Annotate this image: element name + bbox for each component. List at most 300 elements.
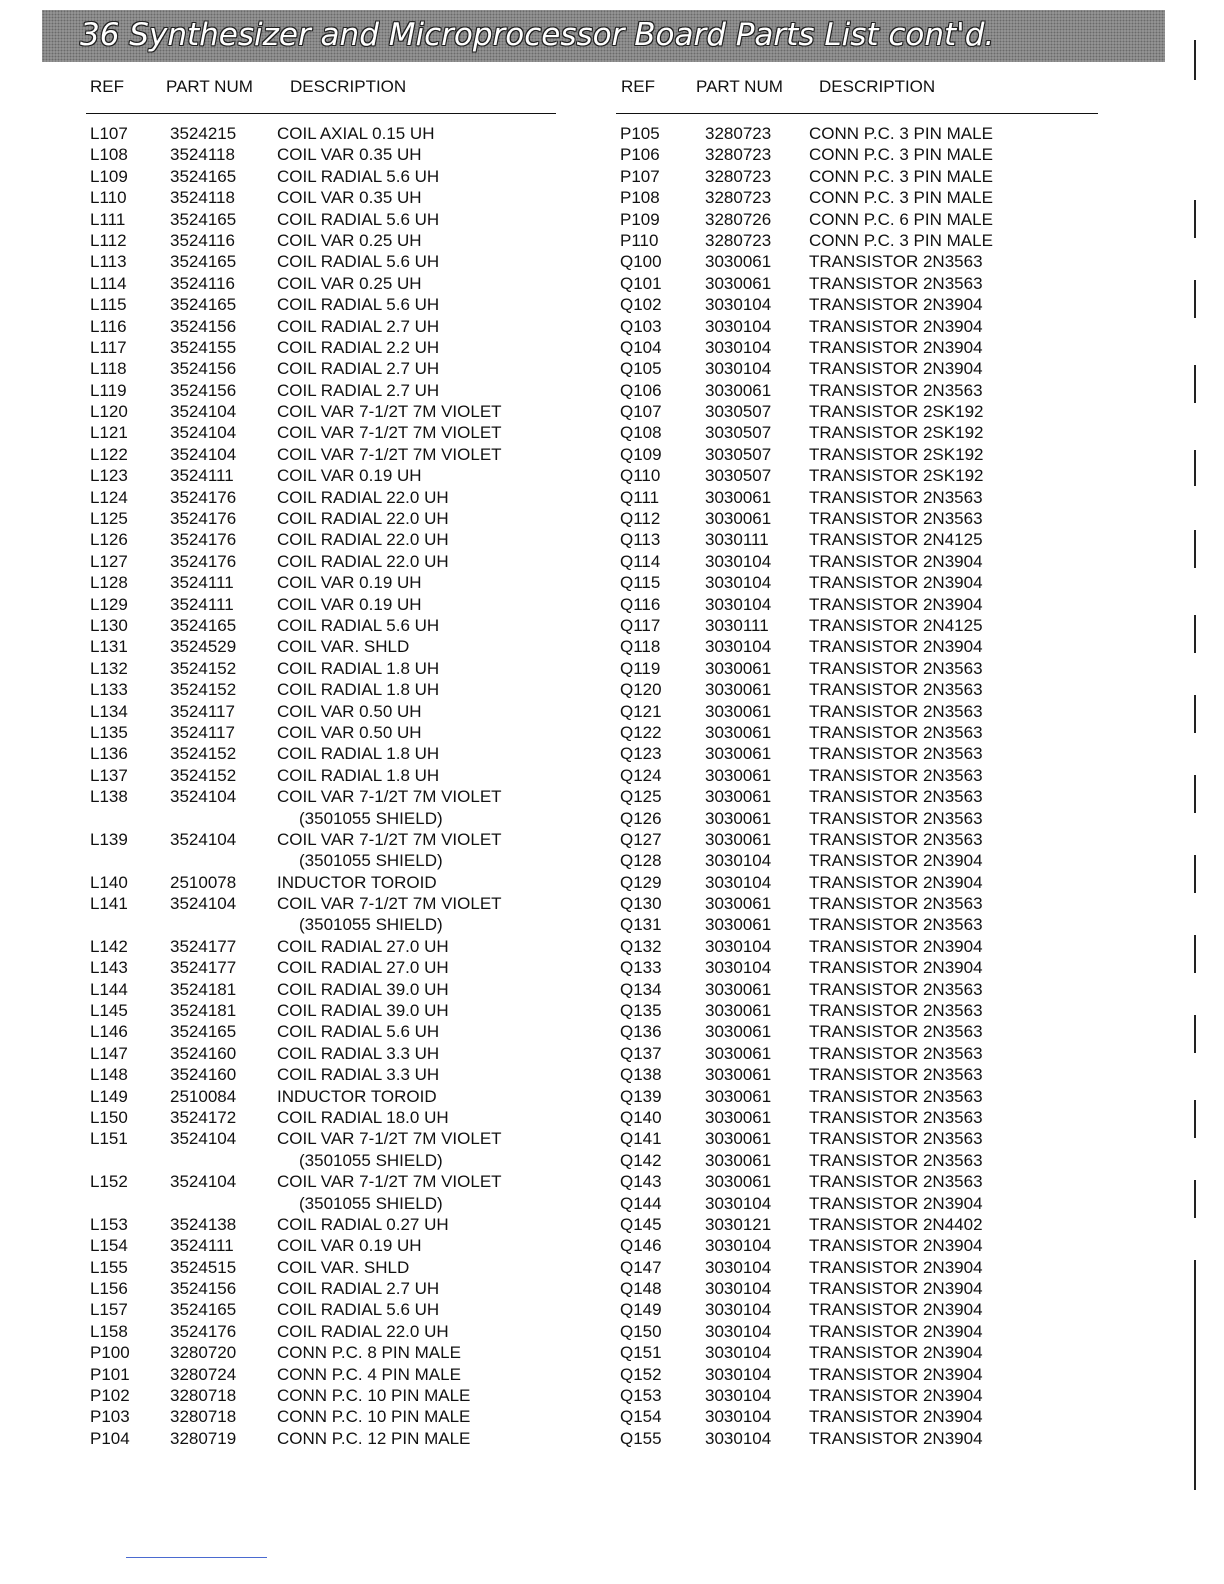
ref-cell: L151 bbox=[90, 1129, 128, 1149]
description-cell: COIL VAR 0.35 UH bbox=[277, 145, 422, 165]
ref-cell: L122 bbox=[90, 444, 128, 464]
table-row bbox=[86, 1021, 556, 1042]
part-num-cell: 3030507 bbox=[705, 423, 772, 443]
table-row bbox=[86, 658, 556, 679]
part-num-cell: 3524111 bbox=[170, 594, 234, 614]
part-num-cell: 3030121 bbox=[705, 1214, 772, 1234]
ref-cell: L129 bbox=[90, 594, 128, 614]
table-row bbox=[86, 1193, 556, 1214]
description-cell: COIL VAR. SHLD bbox=[277, 1257, 410, 1277]
table-row bbox=[616, 658, 1098, 679]
description-cell: COIL RADIAL 27.0 UH bbox=[277, 958, 449, 978]
ref-cell: L114 bbox=[90, 273, 127, 293]
table-row bbox=[616, 230, 1098, 251]
part-num-cell: 3030104 bbox=[705, 872, 772, 892]
part-num-cell: 3524160 bbox=[170, 1043, 237, 1063]
ref-cell: Q139 bbox=[620, 1086, 662, 1106]
part-num-cell: 3030061 bbox=[705, 1086, 772, 1106]
ref-cell: L156 bbox=[90, 1279, 128, 1299]
description-cell: COIL VAR 7-1/2T 7M VIOLET bbox=[277, 423, 502, 443]
part-num-cell: 3030061 bbox=[705, 487, 772, 507]
column-header bbox=[616, 70, 1098, 104]
part-num-cell: 2510078 bbox=[170, 872, 237, 892]
ref-cell: P100 bbox=[90, 1343, 130, 1363]
ref-cell: L125 bbox=[90, 509, 128, 529]
part-num-cell: 3030061 bbox=[705, 1172, 772, 1192]
part-num-cell: 3524152 bbox=[170, 658, 237, 678]
table-row bbox=[86, 1214, 556, 1235]
description-cell: TRANSISTOR 2SK192 bbox=[809, 466, 984, 486]
table-row bbox=[86, 123, 556, 144]
description-cell: COIL RADIAL 3.3 UH bbox=[277, 1043, 440, 1063]
part-num-cell: 3524165 bbox=[170, 1022, 237, 1042]
part-num-cell: 3030104 bbox=[705, 316, 772, 336]
part-num-cell: 3030061 bbox=[705, 658, 772, 678]
part-num-cell: 3524181 bbox=[170, 979, 237, 999]
ref-cell: Q131 bbox=[620, 915, 662, 935]
table-row bbox=[616, 508, 1098, 529]
ref-cell: L144 bbox=[90, 979, 128, 999]
ref-cell: Q130 bbox=[620, 894, 662, 914]
table-row bbox=[616, 273, 1098, 294]
description-cell: COIL RADIAL 0.27 UH bbox=[277, 1214, 449, 1234]
part-num-cell: 3524156 bbox=[170, 316, 237, 336]
description-cell: COIL RADIAL 5.6 UH bbox=[277, 1022, 440, 1042]
description-cell: COIL VAR 0.25 UH bbox=[277, 273, 422, 293]
description-cell: TRANSISTOR 2N3563 bbox=[809, 1129, 983, 1149]
description-cell: COIL RADIAL 5.6 UH bbox=[277, 1300, 440, 1320]
description-cell: COIL VAR 0.50 UH bbox=[277, 701, 422, 721]
table-row bbox=[616, 679, 1098, 700]
description-cell: COIL RADIAL 22.0 UH bbox=[277, 509, 449, 529]
part-num-cell: 3280723 bbox=[705, 188, 772, 208]
part-num-cell: 3524181 bbox=[170, 1001, 237, 1021]
part-num-cell: 3030104 bbox=[705, 1343, 772, 1363]
part-num-cell: 3030061 bbox=[705, 380, 772, 400]
ref-cell: Q115 bbox=[620, 573, 661, 593]
ref-cell: Q106 bbox=[620, 380, 662, 400]
part-num-cell: 3524176 bbox=[170, 487, 237, 507]
footer-rule bbox=[126, 1557, 267, 1558]
ref-cell: Q112 bbox=[620, 509, 661, 529]
ref-cell: L123 bbox=[90, 466, 128, 486]
part-num-cell: 3030061 bbox=[705, 1001, 772, 1021]
table-row bbox=[86, 1107, 556, 1128]
description-cell: TRANSISTOR 2N3563 bbox=[809, 252, 983, 272]
table-row bbox=[86, 401, 556, 422]
ref-cell: L112 bbox=[90, 230, 127, 250]
part-num-cell: 3524165 bbox=[170, 1300, 237, 1320]
table-row bbox=[616, 1021, 1098, 1042]
ref-cell: Q117 bbox=[620, 615, 661, 635]
header-rule bbox=[86, 113, 556, 114]
ref-cell: Q120 bbox=[620, 680, 662, 700]
ref-cell: L133 bbox=[90, 680, 128, 700]
ref-cell: L117 bbox=[90, 337, 127, 357]
description-cell: CONN P.C. 10 PIN MALE bbox=[277, 1386, 471, 1406]
table-row bbox=[616, 1000, 1098, 1021]
ref-cell: Q149 bbox=[620, 1300, 662, 1320]
table-row bbox=[616, 1128, 1098, 1149]
part-num-cell: 3030104 bbox=[705, 958, 772, 978]
table-row bbox=[86, 444, 556, 465]
description-cell: COIL VAR 0.19 UH bbox=[277, 1236, 422, 1256]
table-row bbox=[616, 337, 1098, 358]
table-row bbox=[616, 1064, 1098, 1085]
table-row bbox=[616, 957, 1098, 978]
part-num-cell: 3030104 bbox=[705, 851, 772, 871]
ref-cell: P103 bbox=[90, 1407, 130, 1427]
ref-cell: Q104 bbox=[620, 337, 662, 357]
ref-cell: P104 bbox=[90, 1428, 130, 1448]
table-row bbox=[616, 701, 1098, 722]
table-row bbox=[86, 358, 556, 379]
table-row bbox=[616, 444, 1098, 465]
description-cell: TRANSISTOR 2N3563 bbox=[809, 722, 983, 742]
part-num-cell: 3030061 bbox=[705, 252, 772, 272]
part-num-cell: 3524104 bbox=[170, 1129, 237, 1149]
ref-cell: Q155 bbox=[620, 1428, 662, 1448]
ref-cell: L119 bbox=[90, 380, 127, 400]
description-cell: COIL VAR 0.35 UH bbox=[277, 188, 422, 208]
table-row bbox=[616, 529, 1098, 550]
description-cell: COIL RADIAL 3.3 UH bbox=[277, 1065, 440, 1085]
description-cell: TRANSISTOR 2N3563 bbox=[809, 1086, 983, 1106]
header-ref: REF bbox=[621, 77, 655, 96]
part-num-cell: 3030104 bbox=[705, 1321, 772, 1341]
ref-cell: Q116 bbox=[620, 594, 661, 614]
table-row bbox=[616, 615, 1098, 636]
part-num-cell: 3524111 bbox=[170, 1236, 234, 1256]
description-cell: TRANSISTOR 2N3563 bbox=[809, 915, 983, 935]
part-num-cell: 3524165 bbox=[170, 295, 237, 315]
ref-cell: Q152 bbox=[620, 1364, 662, 1384]
table-row bbox=[616, 551, 1098, 572]
description-cell: TRANSISTOR 2N4402 bbox=[809, 1214, 983, 1234]
ref-cell: Q141 bbox=[620, 1129, 662, 1149]
table-row bbox=[86, 465, 556, 486]
description-cell: TRANSISTOR 2N3563 bbox=[809, 1150, 983, 1170]
part-num-cell: 3524104 bbox=[170, 1172, 237, 1192]
description-cell: INDUCTOR TOROID bbox=[277, 1086, 437, 1106]
table-row bbox=[616, 1406, 1098, 1427]
part-num-cell: 3524165 bbox=[170, 615, 237, 635]
description-cell: TRANSISTOR 2N3904 bbox=[809, 551, 983, 571]
ref-cell: L154 bbox=[90, 1236, 128, 1256]
part-num-cell: 3030104 bbox=[705, 1364, 772, 1384]
description-cell: TRANSISTOR 2SK192 bbox=[809, 402, 984, 422]
ref-cell: Q129 bbox=[620, 872, 662, 892]
description-cell: COIL VAR 0.25 UH bbox=[277, 230, 422, 250]
table-row bbox=[616, 1385, 1098, 1406]
ref-cell: Q135 bbox=[620, 1001, 662, 1021]
description-cell: TRANSISTOR 2N3904 bbox=[809, 1343, 983, 1363]
table-row bbox=[616, 1193, 1098, 1214]
parts-list bbox=[616, 123, 1098, 1449]
part-num-cell: 3030104 bbox=[705, 1428, 772, 1448]
ref-cell: L155 bbox=[90, 1257, 128, 1277]
part-num-cell: 3524165 bbox=[170, 252, 237, 272]
description-cell: TRANSISTOR 2N3904 bbox=[809, 1428, 983, 1448]
part-num-cell: 3524117 bbox=[170, 722, 235, 742]
description-cell: TRANSISTOR 2N3563 bbox=[809, 765, 983, 785]
ref-cell: L118 bbox=[90, 359, 127, 379]
part-num-cell: 3030061 bbox=[705, 787, 772, 807]
part-num-cell: 3030104 bbox=[705, 1257, 772, 1277]
part-num-cell: 3524152 bbox=[170, 680, 237, 700]
table-row bbox=[86, 957, 556, 978]
ref-cell: L126 bbox=[90, 530, 128, 550]
table-row bbox=[616, 1321, 1098, 1342]
description-cell: TRANSISTOR 2N3904 bbox=[809, 1321, 983, 1341]
table-row bbox=[86, 380, 556, 401]
ref-cell: Q144 bbox=[620, 1193, 662, 1213]
ref-cell: Q121 bbox=[620, 701, 662, 721]
description-cell: TRANSISTOR 2N3563 bbox=[809, 1065, 983, 1085]
description-cell: CONN P.C. 6 PIN MALE bbox=[809, 209, 993, 229]
description-cell: TRANSISTOR 2N3904 bbox=[809, 337, 983, 357]
ref-cell: L135 bbox=[90, 722, 128, 742]
ref-cell: L111 bbox=[90, 209, 126, 229]
ref-cell: L149 bbox=[90, 1086, 128, 1106]
part-num-cell: 3524176 bbox=[170, 551, 237, 571]
table-row bbox=[86, 529, 556, 550]
description-cell: TRANSISTOR 2N3904 bbox=[809, 1407, 983, 1427]
table-row bbox=[616, 251, 1098, 272]
ref-cell: L148 bbox=[90, 1065, 128, 1085]
ref-cell: Q136 bbox=[620, 1022, 662, 1042]
description-cell: TRANSISTOR 2N3904 bbox=[809, 1386, 983, 1406]
table-row bbox=[616, 1043, 1098, 1064]
part-num-cell: 3524118 bbox=[170, 188, 235, 208]
ref-cell: Q124 bbox=[620, 765, 662, 785]
ref-cell: P109 bbox=[620, 209, 660, 229]
part-num-cell: 3524104 bbox=[170, 894, 237, 914]
description-cell: CONN P.C. 10 PIN MALE bbox=[277, 1407, 471, 1427]
part-num-cell: 3030061 bbox=[705, 829, 772, 849]
description-cell: TRANSISTOR 2N3904 bbox=[809, 594, 983, 614]
part-num-cell: 3524160 bbox=[170, 1065, 237, 1085]
description-cell: (3501055 SHIELD) bbox=[299, 851, 443, 871]
description-cell: CONN P.C. 4 PIN MALE bbox=[277, 1364, 461, 1384]
description-cell: CONN P.C. 3 PIN MALE bbox=[809, 188, 993, 208]
part-num-cell: 3030061 bbox=[705, 1107, 772, 1127]
part-num-cell: 3030104 bbox=[705, 1279, 772, 1299]
header-description: DESCRIPTION bbox=[819, 77, 936, 96]
ref-cell: Q134 bbox=[620, 979, 662, 999]
description-cell: COIL RADIAL 5.6 UH bbox=[277, 295, 440, 315]
part-num-cell: 3524116 bbox=[170, 273, 235, 293]
ref-cell: Q123 bbox=[620, 744, 662, 764]
table-row bbox=[616, 487, 1098, 508]
description-cell: TRANSISTOR 2N4125 bbox=[809, 530, 983, 550]
table-row bbox=[616, 572, 1098, 593]
ref-cell: Q126 bbox=[620, 808, 662, 828]
ref-cell: L139 bbox=[90, 829, 128, 849]
table-row bbox=[86, 893, 556, 914]
table-row bbox=[86, 1086, 556, 1107]
description-cell: TRANSISTOR 2N3563 bbox=[809, 787, 983, 807]
part-num-cell: 3524172 bbox=[170, 1107, 237, 1127]
description-cell: CONN P.C. 3 PIN MALE bbox=[809, 145, 993, 165]
description-cell: TRANSISTOR 2N3563 bbox=[809, 1107, 983, 1127]
table-row bbox=[86, 979, 556, 1000]
ref-cell: L146 bbox=[90, 1022, 128, 1042]
description-cell: COIL VAR 7-1/2T 7M VIOLET bbox=[277, 787, 502, 807]
part-num-cell: 3524111 bbox=[170, 466, 234, 486]
ref-cell: L138 bbox=[90, 787, 128, 807]
part-num-cell: 3030104 bbox=[705, 594, 772, 614]
description-cell: COIL RADIAL 39.0 UH bbox=[277, 979, 449, 999]
description-cell: COIL RADIAL 5.6 UH bbox=[277, 209, 440, 229]
part-num-cell: 3030061 bbox=[705, 722, 772, 742]
ref-cell: L110 bbox=[90, 188, 127, 208]
table-row bbox=[616, 465, 1098, 486]
table-row bbox=[86, 850, 556, 871]
description-cell: COIL RADIAL 5.6 UH bbox=[277, 252, 440, 272]
part-num-cell: 3030061 bbox=[705, 1150, 772, 1170]
part-num-cell: 3030111 bbox=[705, 530, 769, 550]
description-cell: COIL RADIAL 1.8 UH bbox=[277, 765, 440, 785]
table-row bbox=[86, 1299, 556, 1320]
description-cell: COIL VAR 0.19 UH bbox=[277, 466, 422, 486]
description-cell: COIL RADIAL 18.0 UH bbox=[277, 1107, 449, 1127]
ref-cell: L145 bbox=[90, 1001, 128, 1021]
ref-cell: Q114 bbox=[620, 551, 661, 571]
table-row bbox=[86, 294, 556, 315]
ref-cell: L157 bbox=[90, 1300, 128, 1320]
table-row bbox=[86, 786, 556, 807]
description-cell: TRANSISTOR 2N3904 bbox=[809, 637, 983, 657]
description-cell: TRANSISTOR 2N3904 bbox=[809, 1193, 983, 1213]
ref-cell: Q153 bbox=[620, 1386, 662, 1406]
table-row bbox=[616, 187, 1098, 208]
description-cell: CONN P.C. 3 PIN MALE bbox=[809, 230, 993, 250]
ref-cell: L116 bbox=[90, 316, 127, 336]
part-num-cell: 3280723 bbox=[705, 145, 772, 165]
description-cell: TRANSISTOR 2N3563 bbox=[809, 1172, 983, 1192]
table-row bbox=[616, 1086, 1098, 1107]
table-row bbox=[86, 1128, 556, 1149]
header-ref: REF bbox=[90, 77, 124, 96]
table-row bbox=[86, 743, 556, 764]
part-num-cell: 3030104 bbox=[705, 1236, 772, 1256]
ref-cell: Q103 bbox=[620, 316, 662, 336]
table-row bbox=[86, 1235, 556, 1256]
table-row bbox=[616, 166, 1098, 187]
ref-cell: P106 bbox=[620, 145, 660, 165]
ref-cell: Q140 bbox=[620, 1107, 662, 1127]
table-row bbox=[86, 808, 556, 829]
ref-cell: Q107 bbox=[620, 402, 662, 422]
ref-cell: Q138 bbox=[620, 1065, 662, 1085]
ref-cell: L121 bbox=[90, 423, 128, 443]
ref-cell: L142 bbox=[90, 936, 128, 956]
description-cell: COIL RADIAL 27.0 UH bbox=[277, 936, 449, 956]
part-num-cell: 3524155 bbox=[170, 337, 237, 357]
part-num-cell: 3030104 bbox=[705, 637, 772, 657]
ref-cell: Q148 bbox=[620, 1279, 662, 1299]
ref-cell: Q133 bbox=[620, 958, 662, 978]
description-cell: TRANSISTOR 2N3904 bbox=[809, 295, 983, 315]
description-cell: CONN P.C. 8 PIN MALE bbox=[277, 1343, 461, 1363]
table-row bbox=[616, 380, 1098, 401]
part-num-cell: 2510084 bbox=[170, 1086, 237, 1106]
table-row bbox=[616, 765, 1098, 786]
table-row bbox=[86, 1278, 556, 1299]
ref-cell: Q122 bbox=[620, 722, 662, 742]
part-num-cell: 3280723 bbox=[705, 124, 772, 143]
ref-cell: P105 bbox=[620, 124, 660, 143]
ref-cell: Q127 bbox=[620, 829, 662, 849]
parts-list bbox=[86, 123, 556, 1449]
description-cell: TRANSISTOR 2N3563 bbox=[809, 979, 983, 999]
part-num-cell: 3030061 bbox=[705, 273, 772, 293]
table-row bbox=[616, 1171, 1098, 1192]
table-row bbox=[616, 636, 1098, 657]
table-row bbox=[86, 1406, 556, 1427]
page-title: 36 Synthesizer and Microprocessor Board Parts List cont'd. bbox=[80, 17, 995, 53]
description-cell: TRANSISTOR 2N3563 bbox=[809, 701, 983, 721]
ref-cell: P108 bbox=[620, 188, 660, 208]
table-row bbox=[616, 936, 1098, 957]
part-num-cell: 3030061 bbox=[705, 509, 772, 529]
table-row bbox=[616, 850, 1098, 871]
description-cell: CONN P.C. 3 PIN MALE bbox=[809, 124, 993, 143]
table-row bbox=[86, 829, 556, 850]
description-cell: TRANSISTOR 2N3904 bbox=[809, 1236, 983, 1256]
ref-cell: L124 bbox=[90, 487, 128, 507]
column-header bbox=[86, 70, 556, 104]
table-row bbox=[86, 636, 556, 657]
description-cell: COIL VAR 0.50 UH bbox=[277, 722, 422, 742]
table-row bbox=[86, 1000, 556, 1021]
table-row bbox=[86, 572, 556, 593]
part-num-cell: 3030061 bbox=[705, 979, 772, 999]
part-num-cell: 3524138 bbox=[170, 1214, 237, 1234]
description-cell: COIL RADIAL 2.2 UH bbox=[277, 337, 440, 357]
ref-cell: Q143 bbox=[620, 1172, 662, 1192]
description-cell: TRANSISTOR 2N3904 bbox=[809, 851, 983, 871]
ref-cell: Q101 bbox=[620, 273, 662, 293]
part-num-cell: 3524152 bbox=[170, 765, 237, 785]
part-num-cell: 3524116 bbox=[170, 230, 235, 250]
part-num-cell: 3280723 bbox=[705, 230, 772, 250]
ref-cell: Q111 bbox=[620, 487, 660, 507]
part-num-cell: 3030061 bbox=[705, 1043, 772, 1063]
description-cell: TRANSISTOR 2N3563 bbox=[809, 829, 983, 849]
ref-cell: Q119 bbox=[620, 658, 661, 678]
ref-cell: L128 bbox=[90, 573, 128, 593]
table-row bbox=[616, 144, 1098, 165]
description-cell: COIL RADIAL 2.7 UH bbox=[277, 380, 440, 400]
ref-cell: L120 bbox=[90, 402, 128, 422]
parts-column-right bbox=[616, 70, 1098, 1449]
part-num-cell: 3030061 bbox=[705, 808, 772, 828]
table-row bbox=[86, 1385, 556, 1406]
table-row bbox=[616, 422, 1098, 443]
description-cell: COIL RADIAL 5.6 UH bbox=[277, 166, 440, 186]
description-cell: INDUCTOR TOROID bbox=[277, 872, 437, 892]
description-cell: COIL VAR 7-1/2T 7M VIOLET bbox=[277, 444, 502, 464]
part-num-cell: 3524117 bbox=[170, 701, 235, 721]
ref-cell: L150 bbox=[90, 1107, 128, 1127]
description-cell: TRANSISTOR 2N3563 bbox=[809, 487, 983, 507]
ref-cell: L130 bbox=[90, 615, 128, 635]
ref-cell: P110 bbox=[620, 230, 659, 250]
table-row bbox=[86, 1150, 556, 1171]
part-num-cell: 3030061 bbox=[705, 915, 772, 935]
